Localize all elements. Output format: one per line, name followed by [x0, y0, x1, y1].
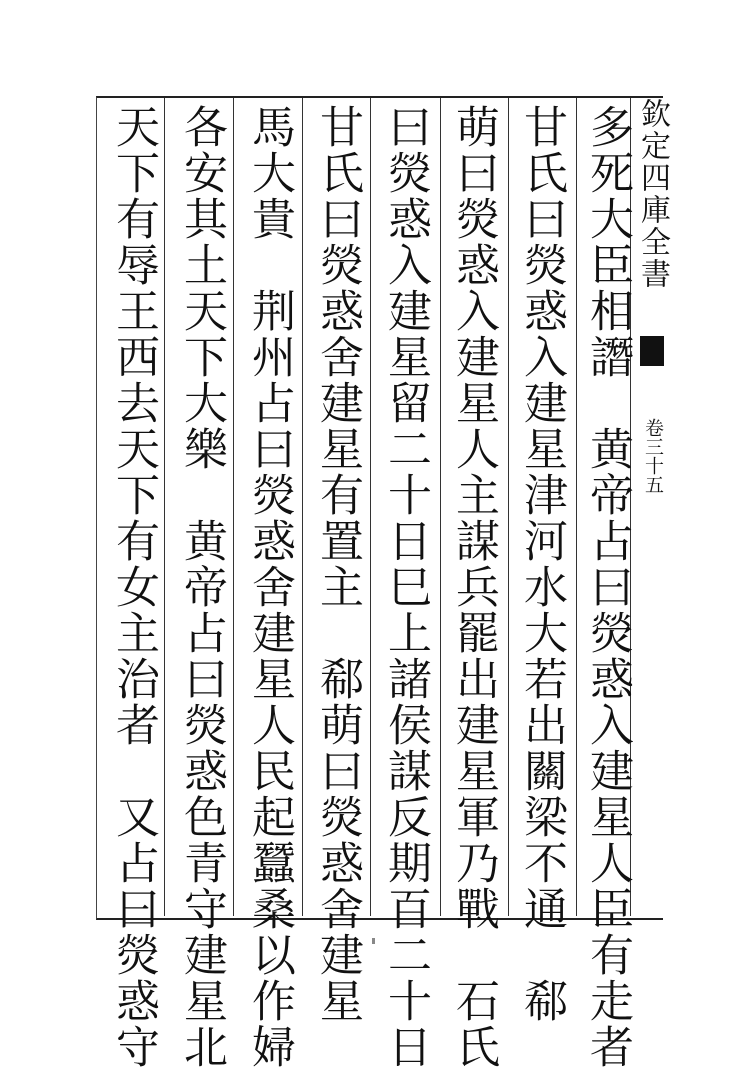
- text-column-1: 多死大臣相譖 黄帝占曰熒惑入建星人臣有走者: [582, 104, 633, 1070]
- text-column-2: 甘氏曰熒惑入建星津河水大若出關梁不通 郗: [516, 104, 567, 1024]
- text-column-3: 萌曰熒惑入建星人主謀兵罷出建星軍乃戰 石氏: [448, 104, 499, 1070]
- text-column-6: 馬大貴 荆州占曰熒惑舍建星人民起蠶桑以作婦: [244, 104, 295, 1070]
- text-column-7: 各安其土天下大樂 黄帝占曰熒惑色青守建星北: [176, 104, 227, 1070]
- text-column-4: 曰熒惑入建星留二十日巳上諸侯謀反期百二十日: [380, 104, 431, 1070]
- column-rule: [233, 98, 234, 916]
- column-rule: [164, 98, 165, 916]
- column-rule: [302, 98, 303, 916]
- column-rule: [508, 98, 509, 916]
- fish-tail-mark: [640, 336, 664, 366]
- juan-number: 卷三十五: [642, 418, 664, 494]
- column-rule: [440, 98, 441, 916]
- text-column-5: 甘氏曰熒惑舍建星有置主 郗萌曰熒惑舍建星: [312, 104, 363, 1024]
- page-mark: [372, 938, 375, 944]
- book-title: 欽定四庫全書: [635, 98, 670, 290]
- column-rule: [370, 98, 371, 916]
- text-column-8: 天下有辱王西去天下有女主治者 又占曰熒惑守: [108, 104, 159, 1070]
